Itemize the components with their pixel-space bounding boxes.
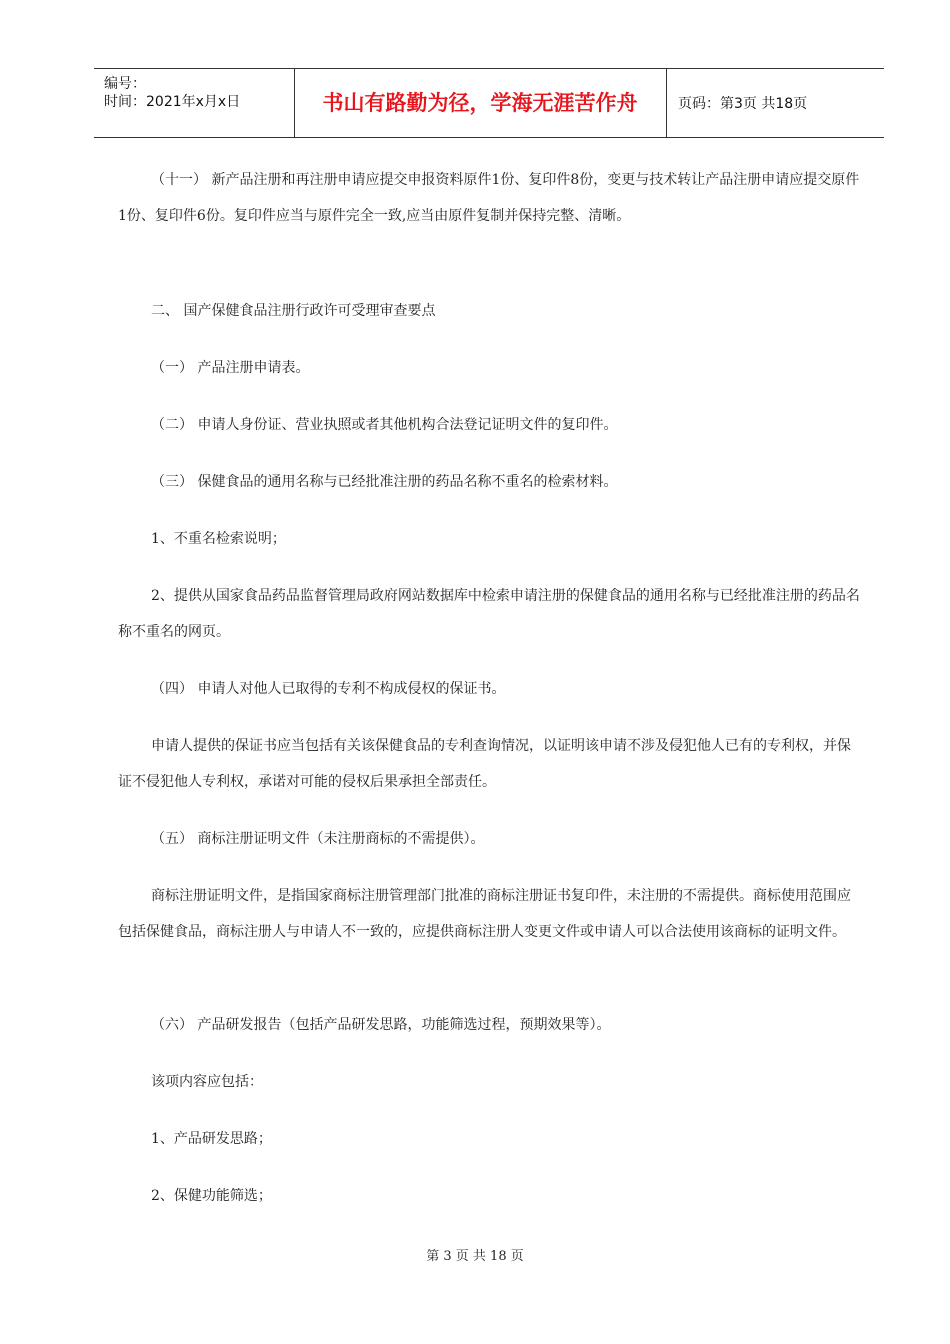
item-three: （三） 保健食品的通用名称与已经批准注册的药品名称不重名的检索材料。 [151,474,618,490]
document-time-label: 时间：2021年x月x日 [104,94,241,110]
sub-item-one: 1、不重名检索说明； [151,531,286,547]
item-six: （六） 产品研发报告（包括产品研发思路，功能筛选过程，预期效果等）。 [151,1017,611,1033]
paragraph-trademark: 商标注册证明文件，是指国家商标注册管理部门批准的商标注册证书复印件，未注册的不需提供。商标使用范围应包括保健食品，商标注册人与申请人不一致的，应提供商标注册人变更文件或申请人可以合法使用该商标的证明文件。 [118,888,851,940]
paragraph-contents: 该项内容应包括： [151,1074,263,1090]
sub-item-two: 2、提供从国家食品药品监督管理局政府网站数据库中检索申请注册的保健食品的通用名称与已经批准注册的药品名称不重名的网页。 [118,588,860,640]
header-motto: 书山有路勤为径，学海无涯苦作舟 [322,91,638,115]
header-page-number: 页码：第3页 共18页 [678,96,808,112]
page-footer: 第 3 页 共 18 页 [426,1249,524,1264]
sub-item-function-screening: 2、保健功能筛选； [151,1188,272,1204]
section-heading-two: 二、 国产保健食品注册行政许可受理审查要点 [151,303,436,319]
item-five: （五） 商标注册证明文件（未注册商标的不需提供）。 [151,831,485,847]
sub-item-rd-idea: 1、产品研发思路； [151,1131,272,1147]
paragraph-guarantee: 申请人提供的保证书应当包括有关该保健食品的专利查询情况，以证明该申请不涉及侵犯他人已有的专利权，并保证不侵犯他人专利权，承诺对可能的侵权后果承担全部责任。 [118,738,851,790]
header-meta [104,75,294,111]
page-header [94,68,884,138]
document-number-label: 编号： [104,76,146,92]
paragraph-eleven: （十一） 新产品注册和再注册申请应提交申报资料原件1份、复印件8份，变更与技术转让产品注册申请应提交原件1份、复印件6份。复印件应当与原件完全一致,应当由原件复制并保持完整、清晰。 [118,172,860,224]
item-two: （二） 申请人身份证、营业执照或者其他机构合法登记证明文件的复印件。 [151,417,618,433]
item-four: （四） 申请人对他人已取得的专利不构成侵权的保证书。 [151,681,506,697]
item-one: （一） 产品注册申请表。 [151,360,310,376]
header-divider-right [666,69,667,137]
